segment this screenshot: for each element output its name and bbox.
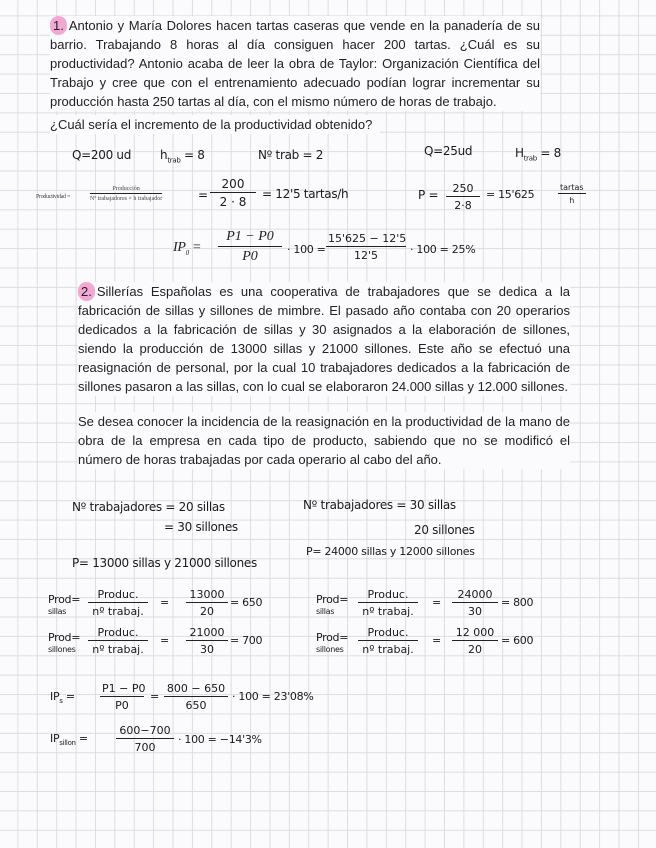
- r-prod-sillones-eq: =: [339, 631, 349, 644]
- right-production: P= 24000 sillas y 12000 sillones: [306, 545, 475, 558]
- l-sillones-result: = 700: [230, 634, 263, 647]
- left-workers-2: = 30 sillones: [164, 520, 238, 534]
- l-sillas-den: 20: [200, 605, 214, 618]
- hw-htrab2: [515, 146, 561, 162]
- hw-htrab: [160, 148, 205, 164]
- r-prod-sillones-formula-num: Produc.: [358, 626, 418, 641]
- ip-sillas-eq2: =: [150, 690, 159, 703]
- exercise-1-question-text: ¿Cuál sería el incremento de la productividad obtenido?: [50, 117, 373, 132]
- r-sillas-fraction: [452, 588, 498, 618]
- l-prod-sillones-label-text: Prod: [48, 631, 72, 644]
- hw-q2: Q=25ud: [424, 144, 473, 158]
- exercise-1-question: [50, 115, 380, 134]
- l-prod-sillas-eq: =: [71, 593, 81, 606]
- l-sillones-num: 21000: [186, 626, 228, 641]
- ip-sillones-result: · 100 = −14'3%: [178, 733, 262, 746]
- ip-sillas-sub: s: [59, 697, 63, 706]
- l-prod-sillones-eq2: =: [160, 634, 169, 647]
- exercise-1-text: Antonio y María Dolores hacen tartas caseras que vende en la panadería de su barrio. Trabajando 8 horas al día consiguen hacer 200 tartas. ¿Cuál es su productividad? Antonio acaba de leer la obra de Taylor: Organización Científica del Trabajo y cree que con el entrenamiento adecuado podían lograr incrementar su producción hasta 250 tartas al día, con el mismo número de horas de trabajo.: [50, 18, 540, 109]
- ip0-result: · 100 = 25%: [410, 243, 476, 256]
- r-prod-sillas-eq: =: [339, 593, 349, 606]
- l-sillas-fraction: [186, 588, 228, 618]
- ip-sillas-label: [50, 690, 75, 705]
- ip0-fraction: [218, 229, 282, 265]
- r-sillones-result: = 600: [501, 634, 534, 647]
- r-prod-sillones-formula: [358, 626, 418, 656]
- ip-sillas-calc-num: 800 − 650: [164, 682, 228, 697]
- exercise-2-text: Sillerías Españolas es una cooperativa de trabajadores que se dedica a la fabricación de sillas y sillones de mimbre. El pasado año contaba con 20 operarios dedicados a la fabricación de sillas y 30 asignados a la elaboración de sillones, siendo la producción de 13000 sillas y 21000 sillones. Este año se efectuó una reasignación de personal, por la cual 10 trabajadores dedicados a la fabricación de sillones pasaron a las sillas, con lo cual se elaboraron 24.000 sillas y 12.000 sillones.: [78, 284, 570, 394]
- ip-sillas-result: · 100 = 23'08%: [232, 690, 314, 703]
- l-sillones-den: 30: [200, 643, 214, 656]
- r-sillones-num: 12 000: [452, 626, 498, 641]
- l-sillas-num: 13000: [186, 588, 228, 603]
- p2-fraction: [446, 182, 480, 212]
- r-prod-sillones-eq2: =: [432, 634, 441, 647]
- r-prod-sillas-eq2: =: [432, 596, 441, 609]
- p2-result: = 15'625: [486, 188, 535, 201]
- left-production: P= 13000 sillas y 21000 sillones: [72, 556, 257, 570]
- right-workers-1: Nº trabajadores = 30 sillas: [303, 498, 456, 512]
- right-workers-2: 20 sillones: [414, 523, 475, 537]
- calc1-den: 2 · 8: [219, 195, 247, 209]
- ip0-sub: 0: [185, 248, 189, 257]
- ip-sillones-calc-num: 600−700: [116, 724, 174, 739]
- formula-fraction: [90, 186, 162, 202]
- ip-sillas-formula: [100, 682, 144, 712]
- ip-sillas-label-text: IP: [50, 690, 60, 703]
- ip-sillas-eq: =: [65, 690, 75, 703]
- calc1-result: = 12'5 tartas/h: [262, 187, 349, 201]
- hw-htrab2-sub: trab: [523, 154, 537, 163]
- left-workers-1: Nº trabajadores = 20 sillas: [72, 500, 225, 514]
- ip-sillones-label: [50, 732, 88, 747]
- hw-htrab-val: = 8: [183, 148, 205, 162]
- ip-sillas-formula-num: P1 − P0: [102, 682, 146, 695]
- r-prod-sillas-label-text: Prod: [316, 593, 340, 606]
- hw-htrab-h: h: [160, 148, 168, 162]
- l-prod-sillas-formula-den: nº trabaj.: [92, 605, 144, 618]
- l-sillas-result: = 650: [230, 596, 263, 609]
- ip-sillas-calc: [164, 682, 228, 712]
- r-prod-sillas-label: [316, 594, 348, 617]
- ip0-den: P0: [242, 249, 258, 264]
- l-prod-sillones-eq: =: [71, 631, 81, 644]
- ip-sillones-label-text: IP: [50, 732, 60, 745]
- p2-num: 250: [446, 182, 480, 197]
- r-prod-sillones-sub: sillones: [316, 645, 344, 654]
- r-sillas-result: = 800: [501, 596, 534, 609]
- hw-htrab-sub: trab: [167, 156, 181, 165]
- l-prod-sillones-formula-den: nº trabaj.: [92, 643, 144, 656]
- ip0-eq: =: [192, 240, 202, 255]
- p2-unit-den: h: [569, 196, 575, 205]
- calc1-eq: =: [198, 188, 208, 202]
- ip0-label: [173, 240, 201, 257]
- ip0-times: · 100 =: [287, 243, 326, 256]
- l-prod-sillas-sub: sillas: [48, 607, 67, 616]
- ip-sillones-eq: =: [78, 732, 88, 745]
- exercise-1-number: 1.: [50, 16, 67, 35]
- p2-unit: [558, 183, 586, 205]
- exercise-2-statement: [78, 282, 570, 396]
- r-prod-sillones-label-text: Prod: [316, 631, 340, 644]
- hw-q: Q=200 ud: [72, 148, 132, 162]
- hw-htrab2-val: = 8: [540, 146, 562, 160]
- l-sillones-fraction: [186, 626, 228, 656]
- hw-htrab2-h: H: [515, 146, 524, 160]
- l-prod-sillones-label: [48, 632, 80, 655]
- exercise-2-number: 2.: [78, 282, 95, 301]
- r-prod-sillas-formula: [358, 588, 418, 618]
- ip0-label-text: IP: [173, 240, 186, 255]
- ip0-calc-num: 15'625 − 12'5: [328, 232, 407, 245]
- exercise-1-statement: [50, 16, 540, 111]
- ip0-num: P1 − P0: [218, 229, 282, 247]
- ip-sillas-formula-den: P0: [115, 699, 129, 712]
- ip-sillones-calc: [116, 724, 174, 754]
- p2-unit-num: tartas: [560, 183, 584, 192]
- r-prod-sillas-formula-num: Produc.: [358, 588, 418, 603]
- r-prod-sillas-sub: sillas: [316, 607, 335, 616]
- r-prod-sillones-formula-den: nº trabaj.: [362, 643, 414, 656]
- hw-ntrab: Nº trab = 2: [258, 148, 324, 162]
- l-prod-sillas-formula: [88, 588, 148, 618]
- l-prod-sillas-label: [48, 594, 80, 617]
- l-prod-sillones-formula: [88, 626, 148, 656]
- l-prod-sillones-formula-num: Produc.: [88, 626, 148, 641]
- ip-sillas-calc-den: 650: [185, 699, 207, 712]
- ip0-calc-den: 12'5: [353, 249, 379, 262]
- l-prod-sillas-label-text: Prod: [48, 593, 72, 606]
- formula-den: Nº trabajadores × h trabajador: [90, 196, 163, 202]
- formula-num: Producción: [90, 186, 162, 194]
- ip0-calc-fraction: [326, 232, 406, 262]
- ip-sillones-calc-den: 700: [134, 741, 156, 754]
- formula-label: Productividad =: [36, 194, 71, 200]
- calc1-fraction: [210, 177, 256, 209]
- calc1-num: 200: [210, 177, 256, 193]
- r-sillones-den: 20: [468, 643, 482, 656]
- ip-sillones-sub: sillon: [59, 739, 76, 748]
- l-prod-sillas-eq2: =: [160, 596, 169, 609]
- r-sillas-num: 24000: [452, 588, 498, 603]
- exercise-2-question-text: Se desea conocer la incidencia de la reasignación en la productividad de la mano de obra de la empresa en cada tipo de producto, sabiendo que no se modificó el número de horas trabajadas por cada operario al cabo del año.: [78, 414, 570, 467]
- r-prod-sillas-formula-den: nº trabaj.: [362, 605, 414, 618]
- p2-label: P =: [418, 188, 439, 202]
- p2-den: 2·8: [454, 199, 472, 212]
- r-sillones-fraction: [452, 626, 498, 656]
- l-prod-sillas-formula-num: Produc.: [88, 588, 148, 603]
- l-prod-sillones-sub: sillones: [48, 645, 76, 654]
- r-sillas-den: 30: [468, 605, 482, 618]
- exercise-2-question: [78, 412, 570, 469]
- r-prod-sillones-label: [316, 632, 348, 655]
